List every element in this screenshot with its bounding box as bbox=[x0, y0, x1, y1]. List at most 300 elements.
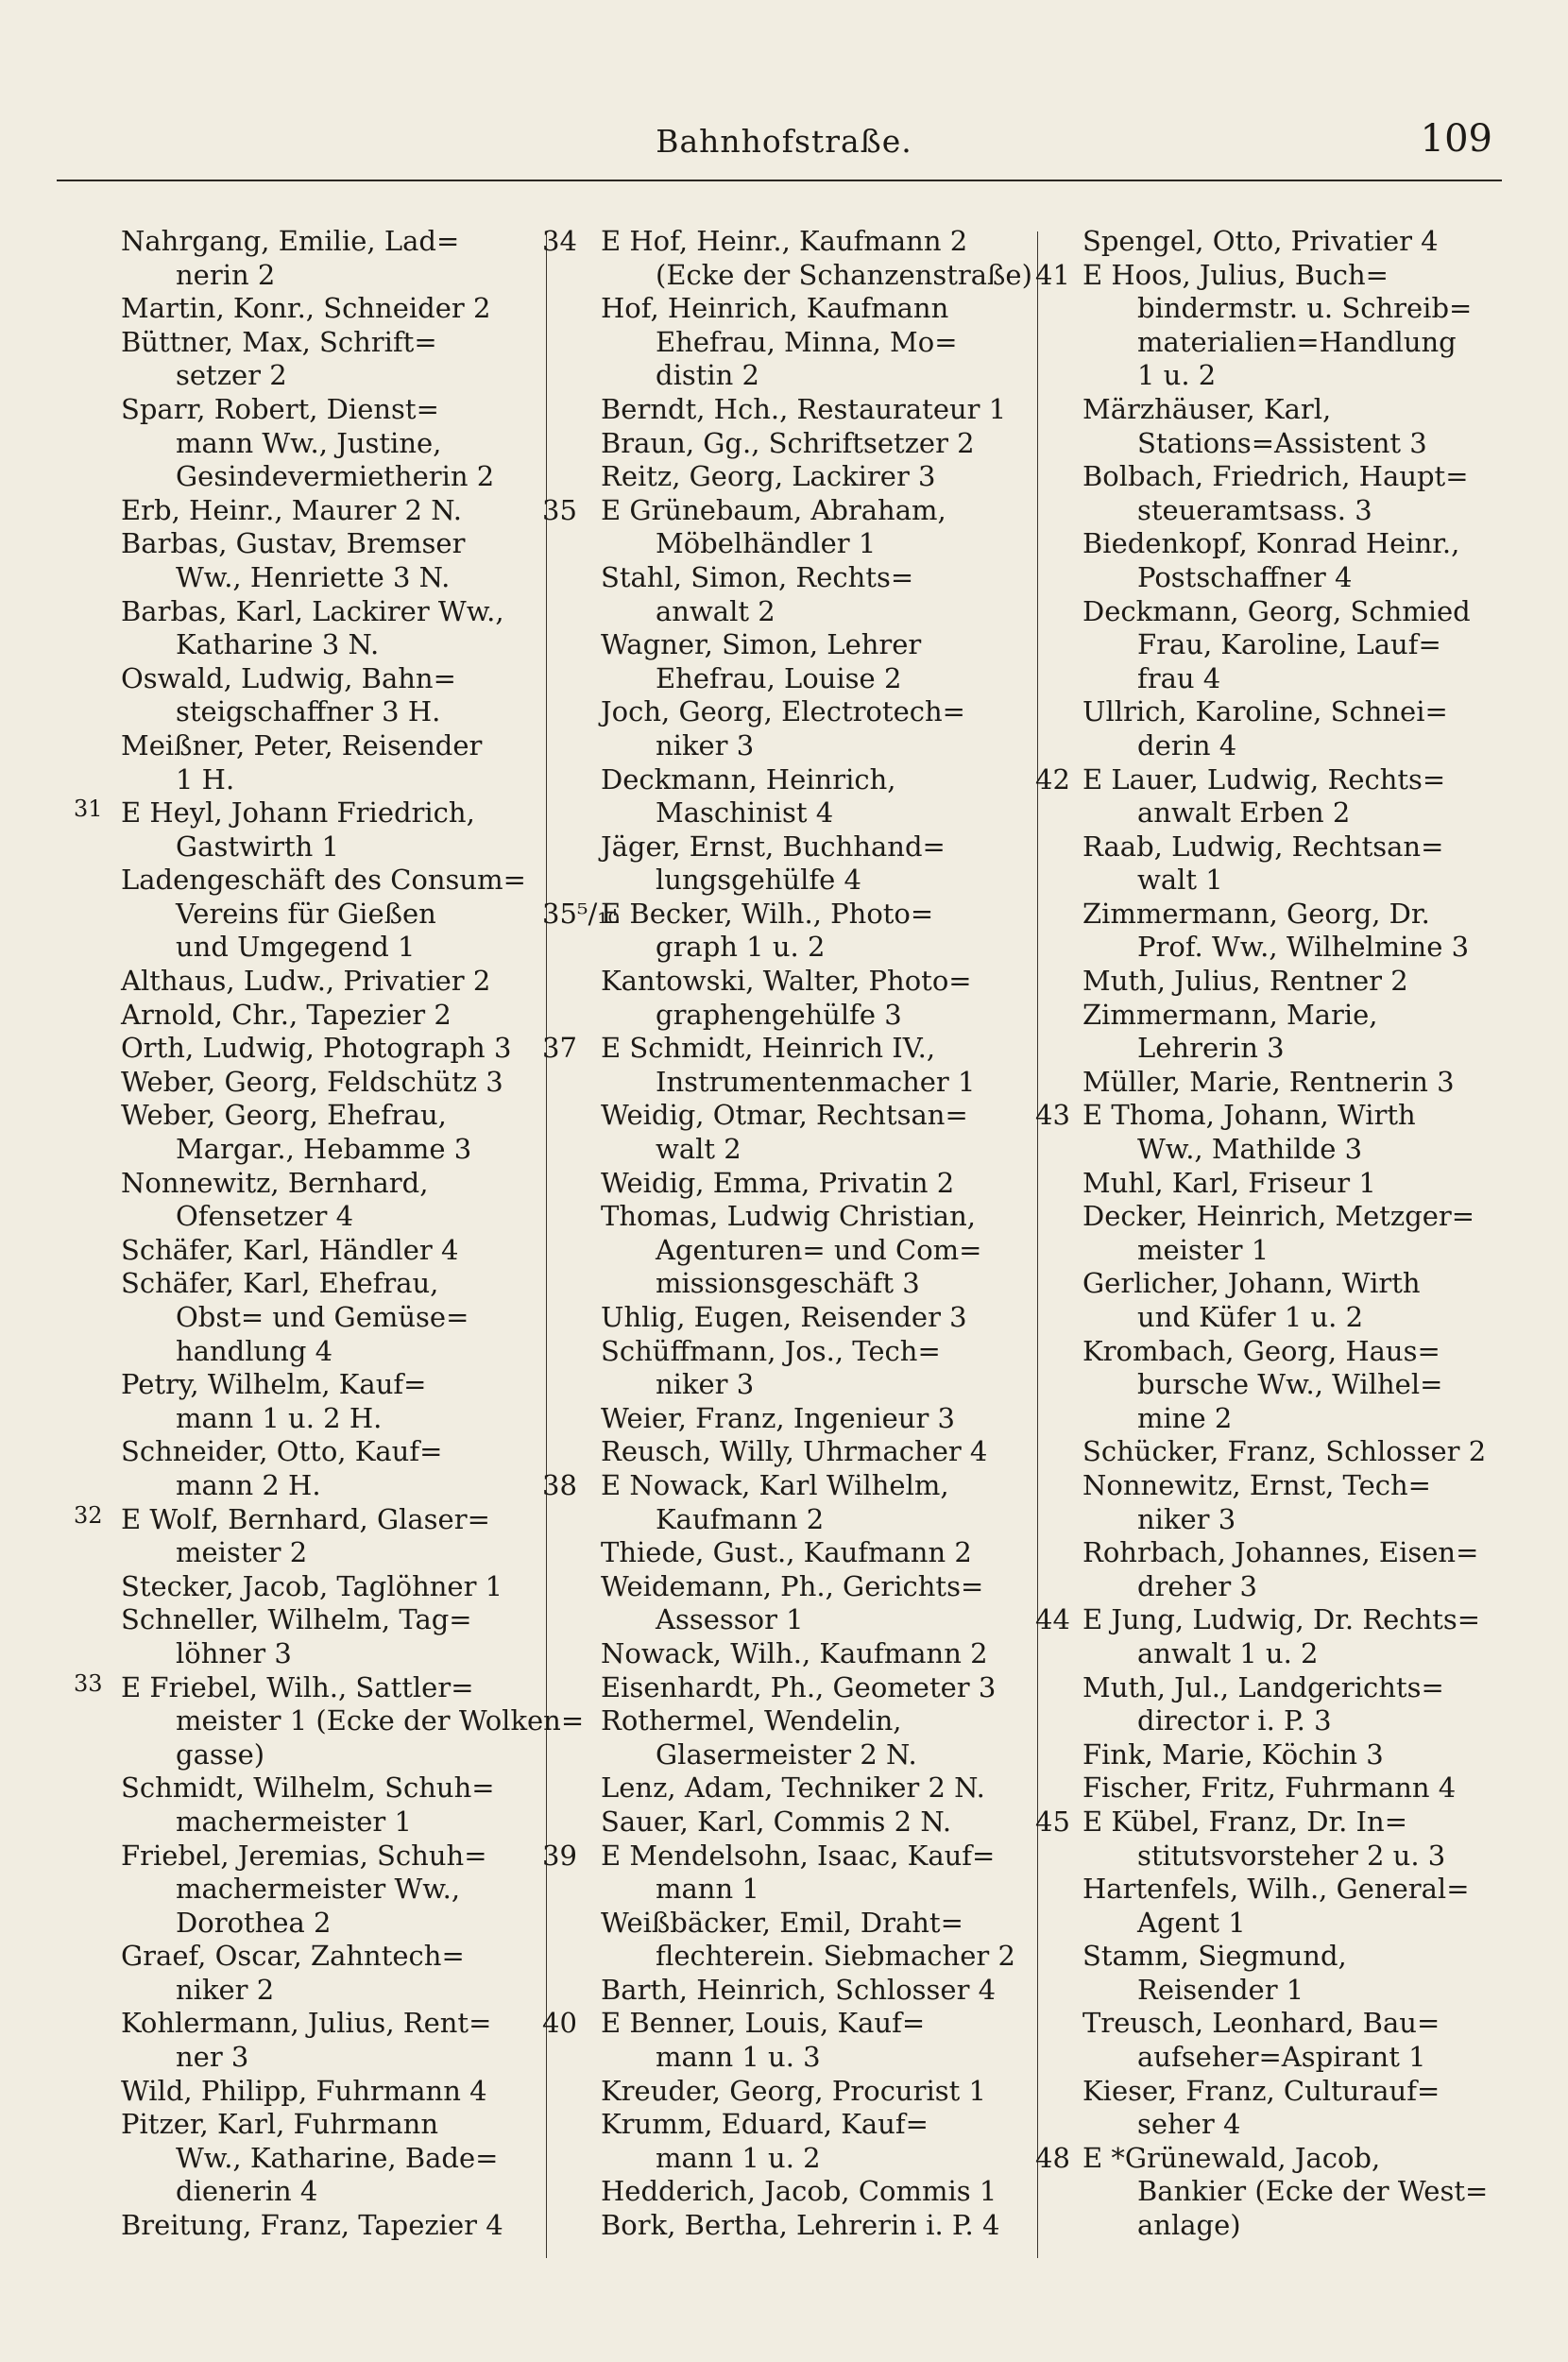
house-number: 38 bbox=[542, 1468, 577, 1501]
entry-line: Barbas, Gustav, Bremser bbox=[121, 527, 466, 560]
entry-line: Weier, Franz, Ingenieur 3 bbox=[601, 1401, 956, 1434]
entry-line: Jäger, Ernst, Buchhand= bbox=[601, 830, 946, 863]
entry-line: seher 4 bbox=[1137, 2108, 1241, 2141]
entry-line: Hedderich, Jacob, Commis 1 bbox=[601, 2175, 997, 2208]
directory-entry bbox=[542, 1402, 1047, 1436]
directory-entry bbox=[542, 1637, 1047, 1671]
directory-entry bbox=[542, 2209, 1047, 2243]
directory-entry bbox=[34, 1368, 535, 1435]
entry-line: Assessor 1 bbox=[656, 1603, 804, 1636]
entry-line: Eisenhardt, Ph., Geometer 3 bbox=[601, 1670, 997, 1703]
entry-line: Pitzer, Karl, Fuhrmann bbox=[121, 2108, 439, 2141]
directory-entry bbox=[542, 292, 1047, 393]
entry-line: mann Ww., Justine, bbox=[176, 426, 442, 459]
directory-entry bbox=[1035, 1099, 1526, 1166]
entry-line: Stations=Assistent 3 bbox=[1137, 426, 1427, 459]
entry-line: Zimmermann, Marie, bbox=[1082, 998, 1378, 1031]
entry-line: E Jung, Ludwig, Dr. Rechts= bbox=[1082, 1603, 1481, 1636]
entry-line: Meißner, Peter, Reisender bbox=[121, 728, 483, 762]
entry-line: Stecker, Jacob, Taglöhner 1 bbox=[121, 1569, 503, 1602]
entry-line: Rothermel, Wendelin, bbox=[601, 1704, 902, 1737]
header-rule bbox=[57, 180, 1502, 181]
directory-entry bbox=[542, 225, 1047, 292]
entry-line: Frau, Karoline, Lauf= bbox=[1137, 628, 1441, 661]
entry-line: Zimmermann, Georg, Dr. bbox=[1082, 897, 1430, 930]
entry-line: missionsgeschäft 3 bbox=[656, 1267, 920, 1300]
house-number: 41 bbox=[1035, 258, 1070, 291]
house-number: 31 bbox=[74, 796, 103, 823]
entry-line: Thiede, Gust., Kaufmann 2 bbox=[601, 1536, 972, 1569]
entry-line: niker 3 bbox=[656, 1368, 755, 1401]
entry-line: Biedenkopf, Konrad Heinr., bbox=[1082, 527, 1460, 560]
entry-line: Braun, Gg., Schriftsetzer 2 bbox=[601, 426, 975, 459]
directory-entry bbox=[542, 1301, 1047, 1335]
entry-line: Bankier (Ecke der West= bbox=[1137, 2175, 1489, 2208]
directory-entry bbox=[34, 1167, 535, 1234]
entry-line: Muth, Jul., Landgerichts= bbox=[1082, 1670, 1444, 1703]
entry-line: und Umgegend 1 bbox=[176, 931, 416, 964]
directory-entry bbox=[542, 1704, 1047, 1772]
entry-line: Krombach, Georg, Haus= bbox=[1082, 1334, 1440, 1367]
entry-line: anwalt Erben 2 bbox=[1137, 796, 1351, 830]
entry-line: mine 2 bbox=[1137, 1401, 1233, 1434]
entry-line: 1 u. 2 bbox=[1137, 359, 1217, 392]
entry-line: steueramtsass. 3 bbox=[1137, 493, 1372, 526]
directory-entry bbox=[542, 1536, 1047, 1570]
entry-line: anwalt 2 bbox=[656, 594, 775, 627]
entry-line: Gastwirth 1 bbox=[176, 830, 339, 863]
entry-line: Friebel, Jeremias, Schuh= bbox=[121, 1839, 487, 1872]
house-number: 44 bbox=[1035, 1603, 1070, 1636]
directory-entry bbox=[34, 1840, 535, 1941]
directory-entry bbox=[1035, 763, 1526, 830]
entry-line: Obst= und Gemüse= bbox=[176, 1301, 469, 1333]
entry-line: Gerlicher, Johann, Wirth bbox=[1082, 1267, 1421, 1300]
entry-line: Nahrgang, Emilie, Lad= bbox=[121, 225, 460, 257]
directory-entry bbox=[542, 628, 1047, 695]
directory-entry bbox=[542, 830, 1047, 898]
directory-entry bbox=[1035, 1200, 1526, 1267]
directory-entry bbox=[542, 427, 1047, 461]
entry-line: mann 2 H. bbox=[176, 1468, 321, 1501]
directory-entry bbox=[1035, 965, 1526, 999]
directory-entry bbox=[1035, 527, 1526, 594]
directory-entry bbox=[542, 561, 1047, 628]
house-number: 35⁵/₁₀ bbox=[542, 897, 620, 930]
entry-line: Weidig, Otmar, Rechtsan= bbox=[601, 1099, 968, 1132]
entry-line: Schäfer, Karl, Händler 4 bbox=[121, 1233, 459, 1266]
entry-line: niker 2 bbox=[176, 1973, 275, 2006]
entry-line: frau 4 bbox=[1137, 661, 1221, 694]
entry-line: bursche Ww., Wilhel= bbox=[1137, 1368, 1443, 1401]
entry-line: Lehrerin 3 bbox=[1137, 1032, 1285, 1065]
entry-line: Stamm, Siegmund, bbox=[1082, 1940, 1347, 1973]
directory-entry bbox=[1035, 1603, 1526, 1670]
directory-entry bbox=[1035, 1873, 1526, 1940]
directory-entry bbox=[1035, 1435, 1526, 1469]
entry-line: Weidemann, Ph., Gerichts= bbox=[601, 1569, 984, 1602]
entry-line: Weidig, Emma, Privatin 2 bbox=[601, 1166, 955, 1199]
directory-entry bbox=[34, 1772, 535, 1839]
entry-line: und Küfer 1 u. 2 bbox=[1137, 1301, 1364, 1333]
directory-entry bbox=[34, 2075, 535, 2109]
entry-line: nerin 2 bbox=[176, 258, 276, 291]
entry-line: Hartenfels, Wilh., General= bbox=[1082, 1873, 1470, 1906]
directory-entry bbox=[34, 1099, 535, 1166]
directory-entry bbox=[1035, 1066, 1526, 1100]
directory-entry bbox=[542, 1974, 1047, 2008]
entry-line: Joch, Georg, Electrotech= bbox=[601, 695, 965, 728]
directory-entry bbox=[1035, 1806, 1526, 1873]
entry-line: Krumm, Eduard, Kauf= bbox=[601, 2108, 929, 2141]
directory-entry bbox=[34, 796, 535, 864]
house-number: 33 bbox=[74, 1669, 103, 1697]
entry-line: Hof, Heinrich, Kaufmann bbox=[601, 292, 949, 325]
house-number: 39 bbox=[542, 1839, 577, 1872]
directory-entry bbox=[542, 898, 1047, 965]
directory-entry bbox=[34, 1267, 535, 1368]
directory-entry bbox=[34, 2007, 535, 2074]
entry-line: Lenz, Adam, Techniker 2 N. bbox=[601, 1772, 985, 1805]
directory-entry bbox=[34, 965, 535, 999]
directory-entry bbox=[542, 494, 1047, 561]
entry-line: ner 3 bbox=[176, 2041, 249, 2074]
entry-line: graph 1 u. 2 bbox=[656, 931, 826, 964]
entry-line: E Schmidt, Heinrich IV., bbox=[601, 1032, 936, 1065]
house-number: 42 bbox=[1035, 762, 1070, 796]
directory-entry bbox=[542, 1570, 1047, 1637]
entry-line: dreher 3 bbox=[1137, 1569, 1257, 1602]
directory-entry bbox=[34, 662, 535, 729]
entry-line: meister 2 bbox=[176, 1536, 308, 1569]
directory-entry bbox=[542, 1335, 1047, 1402]
entry-line: Vereins für Gießen bbox=[176, 897, 436, 930]
entry-line: walt 1 bbox=[1137, 864, 1223, 897]
entry-line: Büttner, Max, Schrift= bbox=[121, 325, 437, 358]
entry-line: Orth, Ludwig, Photograph 3 bbox=[121, 1032, 512, 1065]
entry-line: Müller, Marie, Rentnerin 3 bbox=[1082, 1065, 1455, 1098]
directory-entry bbox=[1035, 259, 1526, 393]
entry-line: Ww., Mathilde 3 bbox=[1137, 1133, 1363, 1166]
directory-entry bbox=[34, 595, 535, 662]
entry-line: E Hof, Heinr., Kaufmann 2 bbox=[601, 225, 968, 257]
entry-line: Muhl, Karl, Friseur 1 bbox=[1082, 1166, 1376, 1199]
entry-line: Ehefrau, Minna, Mo= bbox=[656, 325, 958, 358]
entry-line: gasse) bbox=[176, 1737, 265, 1771]
directory-entry bbox=[34, 864, 535, 965]
entry-line: Rohrbach, Johannes, Eisen= bbox=[1082, 1536, 1479, 1569]
directory-entry bbox=[542, 1469, 1047, 1536]
entry-line: E Lauer, Ludwig, Rechts= bbox=[1082, 762, 1446, 796]
entry-line: Kantowski, Walter, Photo= bbox=[601, 965, 972, 998]
entry-line: meister 1 bbox=[1137, 1233, 1270, 1266]
entry-line: Stahl, Simon, Rechts= bbox=[601, 560, 914, 593]
entry-line: meister 1 (Ecke der Wolken= bbox=[176, 1704, 585, 1737]
directory-entry bbox=[542, 1806, 1047, 1840]
entry-line: derin 4 bbox=[1137, 728, 1237, 762]
entry-line: Möbelhändler 1 bbox=[656, 527, 877, 560]
entry-line: dienerin 4 bbox=[176, 2175, 318, 2208]
entry-line: E Heyl, Johann Friedrich, bbox=[121, 796, 475, 830]
entry-line: graphengehülfe 3 bbox=[656, 998, 902, 1031]
entry-line: löhner 3 bbox=[176, 1636, 292, 1669]
entry-line: Weber, Georg, Ehefrau, bbox=[121, 1099, 447, 1132]
page-title: Bahnhofstraße. bbox=[656, 123, 912, 160]
entry-line: E Friebel, Wilh., Sattler= bbox=[121, 1670, 474, 1703]
directory-entry bbox=[34, 1940, 535, 2007]
directory-entry bbox=[542, 965, 1047, 1032]
directory-entry bbox=[542, 460, 1047, 494]
entry-line: Schneider, Otto, Kauf= bbox=[121, 1435, 443, 1468]
directory-entry bbox=[34, 292, 535, 326]
entry-line: Weißbäcker, Emil, Draht= bbox=[601, 1906, 963, 1939]
entry-line: machermeister Ww., bbox=[176, 1873, 461, 1906]
entry-line: Bolbach, Friedrich, Haupt= bbox=[1082, 460, 1469, 493]
directory-entry bbox=[34, 494, 535, 528]
directory-entry bbox=[34, 999, 535, 1033]
entry-line: Deckmann, Georg, Schmied bbox=[1082, 594, 1471, 627]
entry-line: Schüffmann, Jos., Tech= bbox=[601, 1334, 941, 1367]
entry-line: setzer 2 bbox=[176, 359, 287, 392]
entry-line: anlage) bbox=[1137, 2209, 1241, 2242]
entry-line: Barth, Heinrich, Schlosser 4 bbox=[601, 1973, 997, 2006]
directory-entry bbox=[34, 393, 535, 494]
entry-line: Sauer, Karl, Commis 2 N. bbox=[601, 1805, 952, 1838]
entry-line: Ullrich, Karoline, Schnei= bbox=[1082, 695, 1448, 728]
directory-entry bbox=[542, 1032, 1047, 1099]
entry-line: Reusch, Willy, Uhrmacher 4 bbox=[601, 1435, 988, 1468]
directory-entry bbox=[542, 1167, 1047, 1201]
entry-line: Muth, Julius, Rentner 2 bbox=[1082, 965, 1408, 998]
entry-line: Nowack, Wilh., Kaufmann 2 bbox=[601, 1636, 988, 1669]
entry-line: anwalt 1 u. 2 bbox=[1137, 1636, 1319, 1669]
entry-line: Kohlermann, Julius, Rent= bbox=[121, 2007, 492, 2040]
directory-entry bbox=[34, 1066, 535, 1100]
directory-entry bbox=[1035, 225, 1526, 259]
directory-entry bbox=[542, 1907, 1047, 1974]
directory-entry bbox=[542, 695, 1047, 762]
entry-line: Schmidt, Wilhelm, Schuh= bbox=[121, 1772, 495, 1805]
entry-line: walt 2 bbox=[656, 1133, 741, 1166]
entry-line: Ofensetzer 4 bbox=[176, 1200, 354, 1233]
entry-line: Ehefrau, Louise 2 bbox=[656, 661, 902, 694]
directory-entry bbox=[34, 527, 535, 594]
directory-entry bbox=[34, 1032, 535, 1066]
entry-line: machermeister 1 bbox=[176, 1805, 412, 1838]
directory-entry bbox=[34, 1570, 535, 1604]
entry-line: E *Grünewald, Jacob, bbox=[1082, 2141, 1381, 2174]
entry-line: Oswald, Ludwig, Bahn= bbox=[121, 661, 456, 694]
directory-entry bbox=[34, 1603, 535, 1670]
entry-line: Nonnewitz, Ernst, Tech= bbox=[1082, 1468, 1431, 1501]
entry-line: Weber, Georg, Feldschütz 3 bbox=[121, 1065, 503, 1098]
house-number: 34 bbox=[542, 225, 577, 257]
directory-entry bbox=[34, 326, 535, 393]
entry-line: handlung 4 bbox=[176, 1334, 333, 1367]
entry-line: Arnold, Chr., Tapezier 2 bbox=[121, 998, 452, 1031]
entry-line: Ladengeschäft des Consum= bbox=[121, 864, 526, 897]
entry-line: Maschinist 4 bbox=[656, 796, 834, 830]
directory-entry bbox=[34, 2209, 535, 2243]
entry-line: niker 3 bbox=[1137, 1502, 1236, 1535]
entry-line: Instrumentenmacher 1 bbox=[656, 1065, 976, 1098]
directory-entry bbox=[542, 2108, 1047, 2175]
directory-entry bbox=[1035, 1671, 1526, 1738]
entry-line: E Wolf, Bernhard, Glaser= bbox=[121, 1502, 490, 1535]
directory-entry bbox=[34, 1234, 535, 1268]
entry-line: mann 1 bbox=[656, 1873, 759, 1906]
entry-line: distin 2 bbox=[656, 359, 759, 392]
entry-line: lungsgehülfe 4 bbox=[656, 864, 861, 897]
entry-line: E Kübel, Franz, Dr. In= bbox=[1082, 1805, 1407, 1838]
entry-line: Deckmann, Heinrich, bbox=[601, 762, 896, 796]
entry-line: director i. P. 3 bbox=[1137, 1704, 1332, 1737]
entry-line: Wild, Philipp, Fuhrmann 4 bbox=[121, 2074, 487, 2107]
house-number: 48 bbox=[1035, 2141, 1070, 2174]
entry-line: Wagner, Simon, Lehrer bbox=[601, 628, 922, 661]
entry-line: Agent 1 bbox=[1137, 1906, 1246, 1939]
entry-line: Glasermeister 2 N. bbox=[656, 1737, 917, 1771]
entry-line: Raab, Ludwig, Rechtsan= bbox=[1082, 830, 1444, 863]
entry-line: Reitz, Georg, Lackirer 3 bbox=[601, 460, 936, 493]
entry-line: Fink, Marie, Köchin 3 bbox=[1082, 1737, 1384, 1771]
directory-entry bbox=[1035, 1167, 1526, 1201]
entry-line: Thomas, Ludwig Christian, bbox=[601, 1200, 976, 1233]
house-number: 35 bbox=[542, 493, 577, 526]
entry-line: Breitung, Franz, Tapezier 4 bbox=[121, 2209, 503, 2242]
entry-line: Spengel, Otto, Privatier 4 bbox=[1082, 225, 1439, 257]
directory-entry bbox=[1035, 1772, 1526, 1806]
entry-line: Barbas, Karl, Lackirer Ww., bbox=[121, 594, 504, 627]
entry-line: Märzhäuser, Karl, bbox=[1082, 392, 1332, 425]
directory-entry bbox=[1035, 830, 1526, 898]
entry-line: E Benner, Louis, Kauf= bbox=[601, 2007, 926, 2040]
directory-entry bbox=[1035, 1738, 1526, 1772]
column-2 bbox=[542, 225, 1047, 2243]
directory-entry bbox=[1035, 1267, 1526, 1334]
directory-entry bbox=[1035, 1536, 1526, 1603]
house-number: 43 bbox=[1035, 1099, 1070, 1132]
entry-line: materialien=Handlung bbox=[1137, 325, 1457, 358]
directory-entry bbox=[1035, 999, 1526, 1066]
directory-entry bbox=[542, 763, 1047, 830]
entry-line: Bork, Bertha, Lehrerin i. P. 4 bbox=[601, 2209, 1000, 2242]
directory-entry bbox=[1035, 1469, 1526, 1536]
entry-line: Margar., Hebamme 3 bbox=[176, 1133, 472, 1166]
directory-entry bbox=[1035, 2007, 1526, 2074]
page-header bbox=[0, 0, 1568, 189]
entry-line: Treusch, Leonhard, Bau= bbox=[1082, 2007, 1440, 2040]
entry-line: 1 H. bbox=[176, 762, 235, 796]
entry-line: Schücker, Franz, Schlosser 2 bbox=[1082, 1435, 1487, 1468]
entry-line: niker 3 bbox=[656, 728, 755, 762]
entry-line: Ww., Henriette 3 N. bbox=[176, 560, 451, 593]
directory-entry bbox=[542, 393, 1047, 427]
directory-entry bbox=[1035, 695, 1526, 762]
directory-entry bbox=[542, 1099, 1047, 1166]
entry-line: Agenturen= und Com= bbox=[656, 1233, 982, 1266]
entry-line: Uhlig, Eugen, Reisender 3 bbox=[601, 1301, 967, 1333]
entry-line: E Thoma, Johann, Wirth bbox=[1082, 1099, 1416, 1132]
house-number: 40 bbox=[542, 2007, 577, 2040]
directory-entry bbox=[542, 1840, 1047, 1907]
entry-line: E Nowack, Karl Wilhelm, bbox=[601, 1468, 949, 1501]
directory-entry bbox=[542, 1200, 1047, 1301]
entry-line: Schäfer, Karl, Ehefrau, bbox=[121, 1267, 439, 1300]
entry-line: E Mendelsohn, Isaac, Kauf= bbox=[601, 1839, 996, 1872]
directory-entry bbox=[1035, 595, 1526, 696]
directory-entry bbox=[34, 1503, 535, 1570]
entry-line: Erb, Heinr., Maurer 2 N. bbox=[121, 493, 462, 526]
entry-line: stitutsvorsteher 2 u. 3 bbox=[1137, 1839, 1446, 1872]
directory-entry bbox=[542, 1435, 1047, 1469]
directory-entry bbox=[1035, 898, 1526, 965]
entry-line: Althaus, Ludw., Privatier 2 bbox=[121, 965, 491, 998]
entry-line: Sparr, Robert, Dienst= bbox=[121, 392, 439, 425]
column-3 bbox=[1035, 225, 1526, 2243]
house-number: 45 bbox=[1035, 1805, 1070, 1838]
entry-line: Ww., Katharine, Bade= bbox=[176, 2141, 499, 2174]
directory-entry bbox=[1035, 1940, 1526, 2007]
directory-entry bbox=[1035, 2142, 1526, 2243]
entry-line: aufseher=Aspirant 1 bbox=[1137, 2041, 1426, 2074]
page-number: 109 bbox=[1420, 117, 1492, 161]
house-number: 37 bbox=[542, 1032, 577, 1065]
entry-line: mann 1 u. 3 bbox=[656, 2041, 821, 2074]
directory-entry bbox=[34, 1435, 535, 1502]
directory-entry bbox=[542, 2075, 1047, 2109]
house-number: 32 bbox=[74, 1501, 103, 1529]
entry-line: Postschaffner 4 bbox=[1137, 560, 1353, 593]
directory-entry bbox=[542, 2175, 1047, 2209]
entry-line: E Becker, Wilh., Photo= bbox=[601, 897, 934, 930]
entry-line: (Ecke der Schanzenstraße) bbox=[656, 258, 1032, 291]
entry-line: Fischer, Fritz, Fuhrmann 4 bbox=[1082, 1772, 1457, 1805]
entry-line: Kieser, Franz, Culturauf= bbox=[1082, 2074, 1440, 2107]
entry-line: Decker, Heinrich, Metzger= bbox=[1082, 1200, 1475, 1233]
entry-line: bindermstr. u. Schreib= bbox=[1137, 292, 1473, 325]
directory-entry bbox=[1035, 393, 1526, 460]
entry-line: mann 1 u. 2 H. bbox=[176, 1401, 383, 1434]
directory-entry bbox=[542, 2007, 1047, 2074]
directory-entry bbox=[34, 2108, 535, 2209]
entry-line: Nonnewitz, Bernhard, bbox=[121, 1166, 429, 1199]
entry-line: Schneller, Wilhelm, Tag= bbox=[121, 1603, 472, 1636]
entry-line: E Grünebaum, Abraham, bbox=[601, 493, 946, 526]
entry-line: Katharine 3 N. bbox=[176, 628, 380, 661]
entry-line: Gesindevermietherin 2 bbox=[176, 460, 495, 493]
directory-entry bbox=[1035, 1335, 1526, 1436]
directory-entry bbox=[34, 1669, 585, 1772]
directory-entry bbox=[542, 1671, 1047, 1705]
entry-line: Petry, Wilhelm, Kauf= bbox=[121, 1368, 427, 1401]
entry-line: flechterein. Siebmacher 2 bbox=[656, 1940, 1015, 1973]
directory-entry bbox=[1035, 460, 1526, 527]
directory-entry bbox=[34, 225, 535, 292]
directory-entry bbox=[34, 729, 535, 796]
directory-entry bbox=[1035, 2075, 1526, 2142]
entry-line: Kreuder, Georg, Procurist 1 bbox=[601, 2074, 986, 2107]
entry-line: steigschaffner 3 H. bbox=[176, 695, 441, 728]
entry-line: E Hoos, Julius, Buch= bbox=[1082, 258, 1389, 291]
entry-line: Dorothea 2 bbox=[176, 1906, 332, 1939]
entry-line: Martin, Konr., Schneider 2 bbox=[121, 292, 491, 325]
entry-line: Berndt, Hch., Restaurateur 1 bbox=[601, 392, 1007, 425]
entry-line: Kaufmann 2 bbox=[656, 1502, 825, 1535]
entry-line: Prof. Ww., Wilhelmine 3 bbox=[1137, 931, 1470, 964]
entry-line: mann 1 u. 2 bbox=[656, 2141, 821, 2174]
directory-entry bbox=[542, 1772, 1047, 1806]
